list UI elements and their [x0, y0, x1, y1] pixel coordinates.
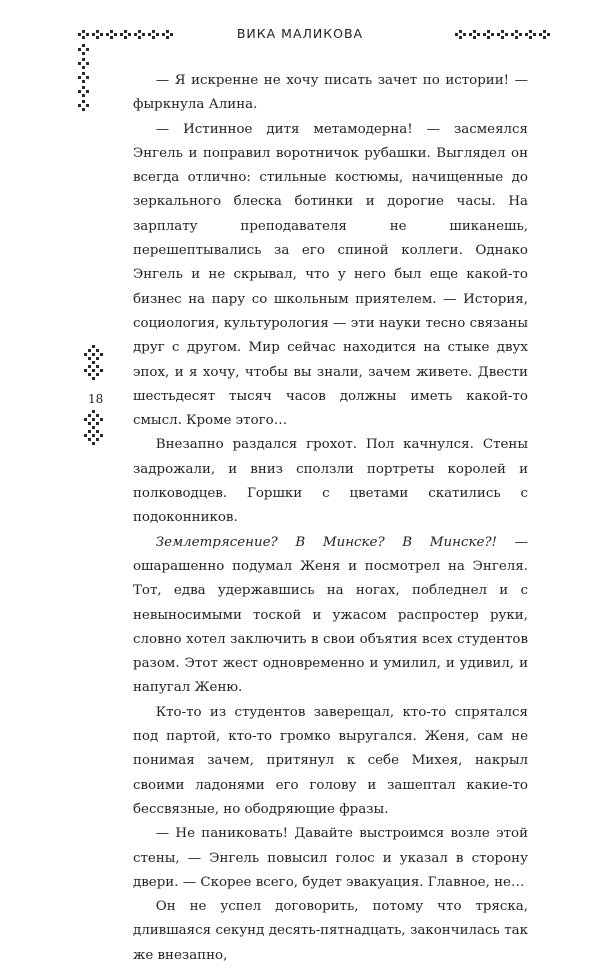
paragraph: — Истинное дитя метамодерна! — засмеялся Энгель и поправил воротничок рубашки. Выглядел он всегда отлично: стильные костюмы, начищенные до зеркального блеска ботинки и дорогие часы. На зарплату преподавателя не шиканешь, перешептывались за его спиной коллеги. Однако Энгель и не скрывал, что у него был еще какой-то бизнес на пару со школьным приятелем. — История, социология, культурология — эти науки тесно связаны друг с другом. Мир сейчас находится на стыке двух эпох, и я хочу, чтобы вы знали, зачем живете. Двести шестьдесят тысяч часов должны иметь какой-то смысл. Кроме этого…	[133, 121, 528, 429]
top-right-ornament	[455, 30, 555, 42]
paragraph: Он не успел договорить, потому что тряска, длившаяся секунд десять-пятнадцать, закончилась так же внезапно,	[133, 899, 528, 963]
page-number-ornament-bottom	[82, 410, 106, 450]
body-text	[133, 69, 528, 968]
paragraph: — Я искренне не хочу писать зачет по истории! — фыркнула Алина.	[133, 73, 528, 113]
italic-thought: Землетрясение? В Минске? В Минске?!	[155, 534, 497, 550]
paragraph: Внезапно раздался грохот. Пол качнулся. Стены задрожали, и вниз сползли портреты королей и полководцев. Горшки с цветами скатились с подоконников.	[133, 437, 528, 526]
paragraph	[133, 531, 528, 701]
page-number: 18	[88, 392, 104, 406]
paragraph: Кто-то из студентов заверещал, кто-то спрятался под партой, кто-то громко выругался. Женя, сам не понимая зачем, притянул к себе Михея, накрыл своими ладонями его голову и зашептал какие-то бессвязные, но ободряющие фразы.	[133, 704, 528, 817]
running-header: ВИКА МАЛИКОВА	[236, 26, 364, 41]
paragraph: — Не паниковать! Давайте выстроимся возле этой стены, — Энгель повысил голос и указал в сторону двери. — Скорее всего, будет эвакуация. Главное, не…	[133, 826, 528, 890]
page-number-ornament-top	[82, 345, 106, 385]
paragraph-rest: — ошарашенно подумал Женя и посмотрел на Энгеля. Тот, едва удержавшись на ногах, побледнел и с невыносимыми тоской и ужасом распростер руки, словно хотел заключить в свои объятия всех студентов разом. Этот жест одновременно и умилил, и удивил, и напугал Женю.	[133, 534, 528, 696]
